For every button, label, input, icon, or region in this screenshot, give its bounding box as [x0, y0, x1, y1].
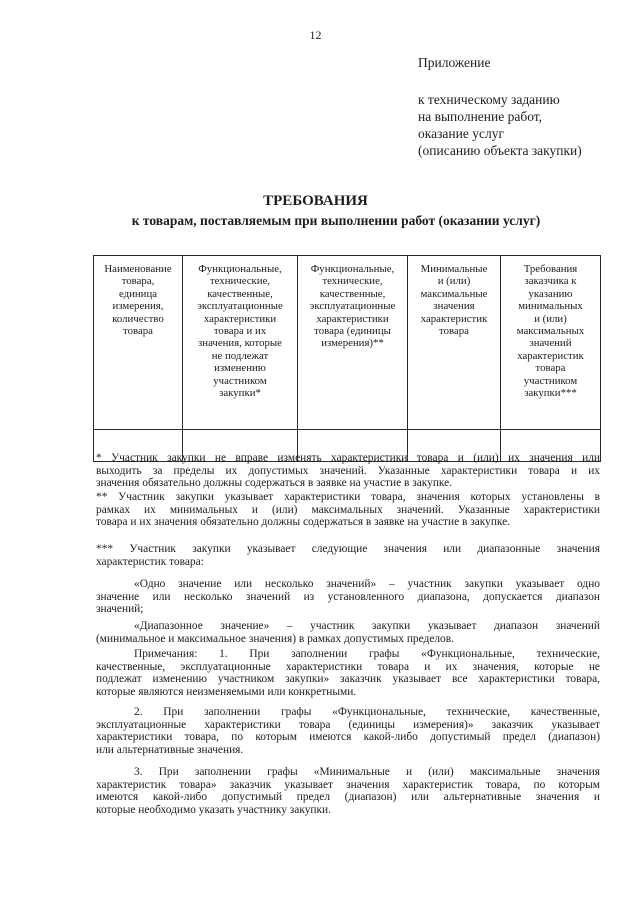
- remark-3: 3. При заполнении графы «Минимальные и (или) максимальные значения характеристик товара» заказчик указывает значения характеристик товара, по которым имеются какой-либо допустимый предел (диапазон) или альтернативные значения и которые необходимо указать участнику закупки.: [96, 766, 600, 816]
- header-cell-product-name: Наименование товара, единица измерения, количество товара: [94, 256, 183, 430]
- appendix-line: к техническому заданию: [418, 92, 560, 107]
- page-number: 12: [309, 28, 322, 42]
- document-title: ТРЕБОВАНИЯ: [263, 193, 368, 209]
- header-cell-characteristics-units: Функциональные, технические, качественные, эксплуатационные характеристики товара (единицы измерения)**: [298, 256, 408, 430]
- remark-1: Примечания: 1. При заполнении графы «Функциональные, технические, качественные, эксплуатационные характеристики товара и их значения, которые не подлежат изменению участником закупки» заказчик указывает все характеристики товара, которые являются неизменяемыми или конкретными.: [96, 648, 600, 698]
- header-cell-min-max-values: Минимальные и (или) максимальные значения характеристик товара: [408, 256, 501, 430]
- requirements-table: [93, 255, 601, 462]
- appendix-line: (описанию объекта закупки): [418, 143, 582, 158]
- appendix-title: Приложение: [418, 55, 491, 70]
- footnote-double-star: ** Участник закупки указывает характеристики товара, значения которых установлены в рамках их минимальных и (или) максимальных значений. Указанные характеристики товара и их значения обязательно должны содержаться в заявке на участие в закупке.: [96, 491, 600, 529]
- note-single-value: «Одно значение или несколько значений» – участник закупки указывает одно значение или несколько значений из установленного диапазона, допускается диапазон значений;: [96, 578, 600, 616]
- appendix-line: на выполнение работ,: [418, 109, 543, 124]
- footnote-single-star: * Участник закупки не вправе изменять характеристики товара и (или) их значения или выходить за пределы их допустимых значений. Указанные характеристики товара и их значения обязательно должны содержаться в заявке на участие в закупке.: [96, 452, 600, 490]
- header-cell-fixed-characteristics: Функциональные, технические, качественные, эксплуатационные характеристики товара и их значения, которые не подлежат изменению участником закупки*: [183, 256, 298, 430]
- note-range-value: «Диапазонное значение» – участник закупки указывает диапазон значений (минимальное и максимальное значения) в рамках допустимых пределов.: [96, 620, 600, 645]
- header-cell-customer-requirements: Требования заказчика к указанию минимальных и (или) максимальных значений характеристик товара участником закупки***: [501, 256, 601, 430]
- footnote-triple-star: *** Участник закупки указывает следующие значения или диапазонные значения характеристик товара:: [96, 543, 600, 568]
- table-header-row: [94, 256, 601, 430]
- appendix-line: оказание услуг: [418, 126, 505, 141]
- remark-2: 2. При заполнении графы «Функциональные, технические, качественные, эксплуатационные характеристики товара (единицы измерения)» заказчик указывает характеристики товара, по которым имеются какой-либо допустимый предел (диапазон) или альтернативные значения.: [96, 706, 600, 756]
- document-subtitle: к товарам, поставляемым при выполнении работ (оказании услуг): [131, 213, 541, 228]
